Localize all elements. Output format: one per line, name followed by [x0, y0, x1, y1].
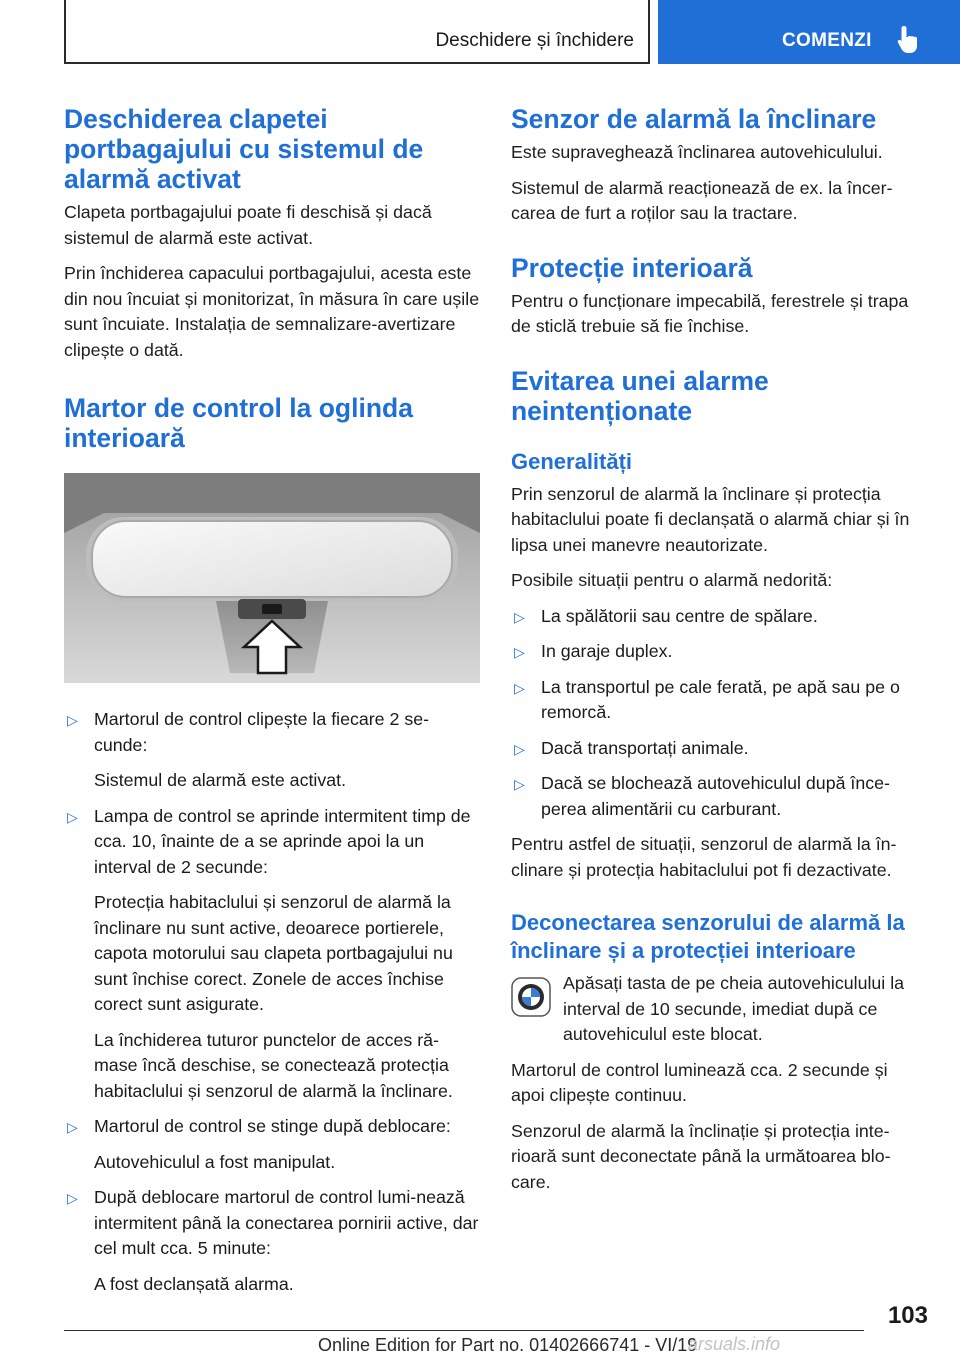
- section-header-box: [64, 0, 650, 64]
- triangle-right-icon: ▷: [67, 808, 78, 825]
- list-item-text: Martorul de control clipește la fiecare 2 se‐cunde:: [94, 709, 430, 755]
- edition-text: Online Edition for Part no. 01402666741 - VI/19: [318, 1335, 698, 1355]
- list-item-text: In garaje duplex.: [541, 641, 673, 661]
- list-item-text: La transportul pe cale ferată, pe apă sau pe o remorcă.: [541, 676, 900, 722]
- list-item-subtext: Protecția habitaclului și senzorul de alarmă la înclinare nu sunt active, deoarece portierele, capota motorului sau clapeta portbagajului nu sunt închise corect. Zonele de acces închise corect sunt asigurate.: [94, 892, 453, 1014]
- paragraph: Sistemul de alarmă reacționează de ex. la încer‐carea de furt a roților sau la tractare.: [511, 177, 893, 223]
- heading-interior-protection: Protecție interioară: [511, 252, 753, 283]
- paragraph: Pentru o funcționare impecabilă, ferestrele și trapa de sticlă trebuie să fie închise.: [511, 290, 909, 336]
- list-item: [511, 771, 926, 822]
- page-header: [0, 0, 960, 66]
- list-item-subtext: La închiderea tuturor punctelor de acces ră‐mase încă deschise, se conectează protecția habitaclului și senzorul de alarmă la înclinare.: [94, 1029, 453, 1101]
- list-item-subtext: Autovehiculul a fost manipulat.: [94, 1151, 336, 1172]
- heading-mirror-indicator: Martor de control la oglinda interioară: [64, 393, 413, 453]
- triangle-right-icon: ▷: [514, 679, 525, 696]
- list-item: [511, 639, 926, 665]
- list-item-text: Martorul de control se stinge după deblocare:: [94, 1116, 451, 1136]
- triangle-right-icon: ▷: [514, 776, 525, 792]
- list-item: [511, 604, 926, 630]
- triangle-right-icon: ▷: [67, 1119, 78, 1135]
- rearview-mirror-illustration: [64, 473, 480, 683]
- list-item: [511, 675, 926, 726]
- right-column: [511, 104, 926, 1205]
- list-item: [511, 736, 926, 762]
- paragraph: Posibile situații pentru o alarmă nedorită:: [511, 570, 833, 590]
- list-item: [64, 804, 480, 1105]
- list-item-subtext: A fost declanșată alarma.: [94, 1273, 294, 1294]
- paragraph: Clapeta portbagajului poate fi deschisă și dacă sistemul de alarmă este activat.: [64, 202, 432, 248]
- list-item: [64, 1114, 480, 1175]
- heading-trunk-alarm: Deschiderea clapetei portbagajului cu sistemul de alarmă activat: [64, 104, 424, 194]
- list-item: [64, 707, 480, 794]
- hand-pointer-icon: [896, 24, 922, 54]
- bmw-key-button-icon: [511, 977, 551, 1017]
- paragraph: Pentru astfel de situații, senzorul de alarmă la în‐clinare și protecția habitaclului pot fi dezactivate.: [511, 834, 897, 880]
- subheading-deactivate: Deconectarea senzorului de alarmă la înclinare și a protecției interioare: [511, 910, 905, 963]
- situations-list: [511, 604, 926, 823]
- heading-tilt-sensor: Senzor de alarmă la înclinare: [511, 104, 877, 134]
- watermark: arsuals.info: [688, 1334, 781, 1354]
- paragraph: Este supraveghează înclinarea autovehiculului.: [511, 142, 883, 162]
- chapter-tab[interactable]: [658, 0, 960, 64]
- list-item-text: Lampa de control se aprinde intermitent timp de cca. 10, înainte de a se aprinde apoi la un interval de 2 secunde:: [94, 805, 471, 877]
- chapter-tab-label: COMENZI: [782, 30, 872, 51]
- heading-avoid-alarm: Evitarea unei alarme neintenționate: [511, 365, 769, 426]
- triangle-right-icon: ▷: [67, 712, 78, 728]
- subheading-general: Generalități: [511, 448, 633, 474]
- triangle-right-icon: ▷: [514, 740, 525, 757]
- page-number: 103: [887, 1302, 928, 1329]
- mirror-drawing: [64, 473, 480, 683]
- indicator-list: [64, 707, 480, 1297]
- list-item-subtext: Sistemul de alarmă este activat.: [94, 770, 347, 790]
- triangle-right-icon: ▷: [514, 608, 525, 625]
- list-item-text: La spălătorii sau centre de spălare.: [541, 605, 818, 626]
- list-item-text: După deblocare martorul de control lumi‐nează intermitent până la conectarea pornirii active, dar cel mult cca. 5 minute:: [94, 1187, 479, 1258]
- list-item-text: Dacă se blochează autovehiculul după înce‐perea alimentării cu carburant.: [541, 773, 890, 819]
- left-column: [64, 104, 480, 1307]
- paragraph: Prin senzorul de alarmă la înclinare și protecția habitaclului poate fi declanșată o alarmă chiar și în lipsa unei manevre neautorizate.: [511, 483, 910, 555]
- triangle-right-icon: ▷: [514, 644, 525, 660]
- paragraph: Prin închiderea capacului portbagajului, acesta este din nou încuiat și monitorizat, în măsura în care ușile sunt încuiate. Instalația de semnalizare-avertizare clipește o dată.: [64, 263, 480, 360]
- list-item-text: Dacă transportați animale.: [541, 737, 749, 758]
- key-instruction: [511, 971, 926, 1048]
- paragraph: Martorul de control luminează cca. 2 secunde și apoi clipește continuu.: [511, 1059, 888, 1105]
- key-instruction-text: Apăsați tasta de pe cheia autovehiculului la interval de 10 secunde, imediat după ce autovehiculul este blocat.: [563, 973, 905, 1044]
- footer-divider: [64, 1330, 864, 1331]
- section-title: Deschidere și închidere: [435, 30, 634, 51]
- list-item: [64, 1185, 480, 1297]
- triangle-right-icon: ▷: [67, 1190, 78, 1206]
- paragraph: Senzorul de alarmă la înclinație și protecția inte‐rioară sunt deconectate până la următoarea blo‐care.: [511, 1120, 891, 1192]
